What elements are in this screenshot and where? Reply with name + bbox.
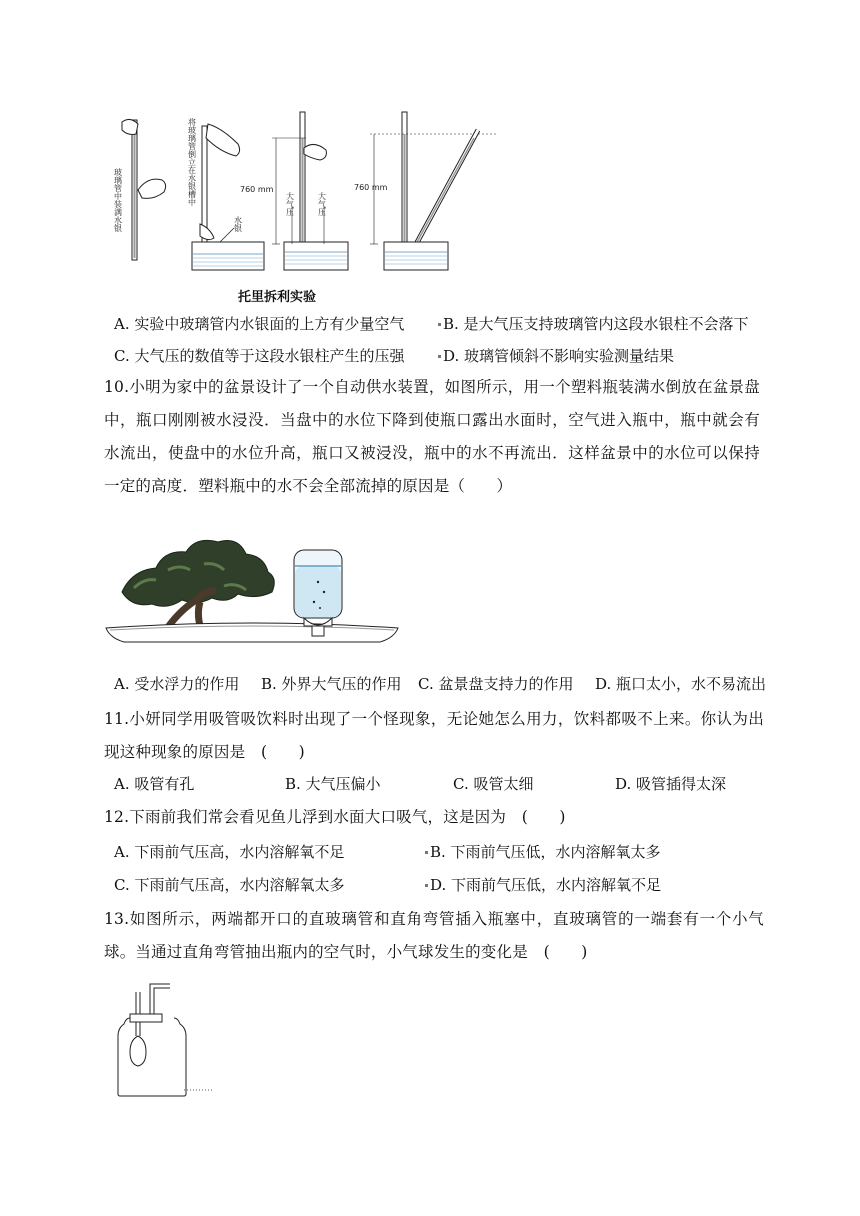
mercury-label: 水银	[233, 216, 243, 232]
vertical-text-1: 玻璃管中装满水银	[113, 168, 123, 232]
q10-option-a: A. 受水浮力的作用	[114, 675, 240, 693]
q12-option-b-marker	[425, 851, 428, 854]
q12-option-a: A. 下雨前气压高，水内溶解氧不足	[114, 843, 345, 861]
panel-3-vertical	[272, 112, 348, 270]
q11-option-b: B. 大气压偏小	[285, 775, 381, 793]
panel-4-tilted	[370, 112, 498, 270]
q12-option-b: B. 下雨前气压低，水内溶解氧太多	[430, 843, 661, 861]
q10-option-d: D. 瓶口太小，水不易流出	[595, 675, 767, 693]
q11-option-d: D. 吸管插得太深	[615, 775, 727, 793]
bonsai-diagram	[104, 530, 404, 662]
q10-text: 10.小明为家中的盆景设计了一个自动供水装置，如图所示，用一个塑料瓶装满水倒放在盆景盘中，瓶口刚刚被水浸没．当盘中的水位下降到使瓶口露出水面时，空气进入瓶中，瓶中就会有水流出，使盘中的水位升高，瓶口又被浸没，瓶中的水不再流出．这样盆景中的水位可以保持一定的高度．塑料瓶中的水不会全部流掉的原因是（ ）	[104, 378, 760, 495]
q9-option-c: C. 大气压的数值等于这段水银柱产生的压强	[114, 347, 405, 365]
panel-1-tube	[122, 119, 166, 260]
q9-option-a: A. 实验中玻璃管内水银面的上方有少量空气	[114, 315, 405, 333]
q9-option-b-marker	[438, 323, 441, 326]
q11-option-a: A. 吸管有孔	[114, 775, 195, 793]
q10-option-c: C. 盆景盘支持力的作用	[418, 675, 574, 693]
pressure-label-1: 大气压	[285, 192, 295, 216]
q13-text: 13.如图所示，两端都开口的直玻璃管和直角弯管插入瓶塞中，直玻璃管的一端套有一个小气球。当通过直角弯管抽出瓶内的空气时，小气球发生的变化是 ( )	[104, 910, 764, 961]
label-760-b: 760 mm	[354, 183, 388, 192]
q12-text: 12.下雨前我们常会看见鱼儿浮到水面大口吸气，这是因为 ( )	[104, 808, 566, 826]
vertical-text-2: 将玻璃管倒立在水银槽中	[187, 118, 197, 206]
bonsai-figure	[104, 530, 404, 662]
q12-option-d-marker	[425, 884, 428, 887]
q11-text: 11.小妍同学用吸管吸饮料时出现了一个怪现象，无论她怎么用力，饮料都吸不上来。你认为出现这种现象的原因是 ( )	[104, 710, 764, 761]
figure-caption: 托里拆利实验	[238, 290, 317, 305]
torricelli-figure	[108, 108, 508, 308]
label-760-a: 760 mm	[240, 185, 274, 194]
q9-option-d-marker	[438, 355, 441, 358]
pressure-label-2: 大气压	[317, 192, 327, 216]
q11-option-c: C. 吸管太细	[453, 775, 534, 793]
q9-option-b: B. 是大气压支持玻璃管内这段水银柱不会落下	[443, 315, 749, 333]
flask-balloon-figure	[116, 978, 226, 1098]
q12-option-c: C. 下雨前气压高，水内溶解氧太多	[114, 876, 345, 894]
panel-2-inverting	[192, 124, 264, 270]
torricelli-diagram	[108, 108, 508, 308]
q10-option-b: B. 外界大气压的作用	[261, 675, 402, 693]
q12-option-d: D. 下雨前气压低，水内溶解氧不足	[430, 876, 662, 894]
q9-option-d: D. 玻璃管倾斜不影响实验测量结果	[443, 347, 675, 365]
flask-balloon-diagram	[116, 978, 226, 1098]
